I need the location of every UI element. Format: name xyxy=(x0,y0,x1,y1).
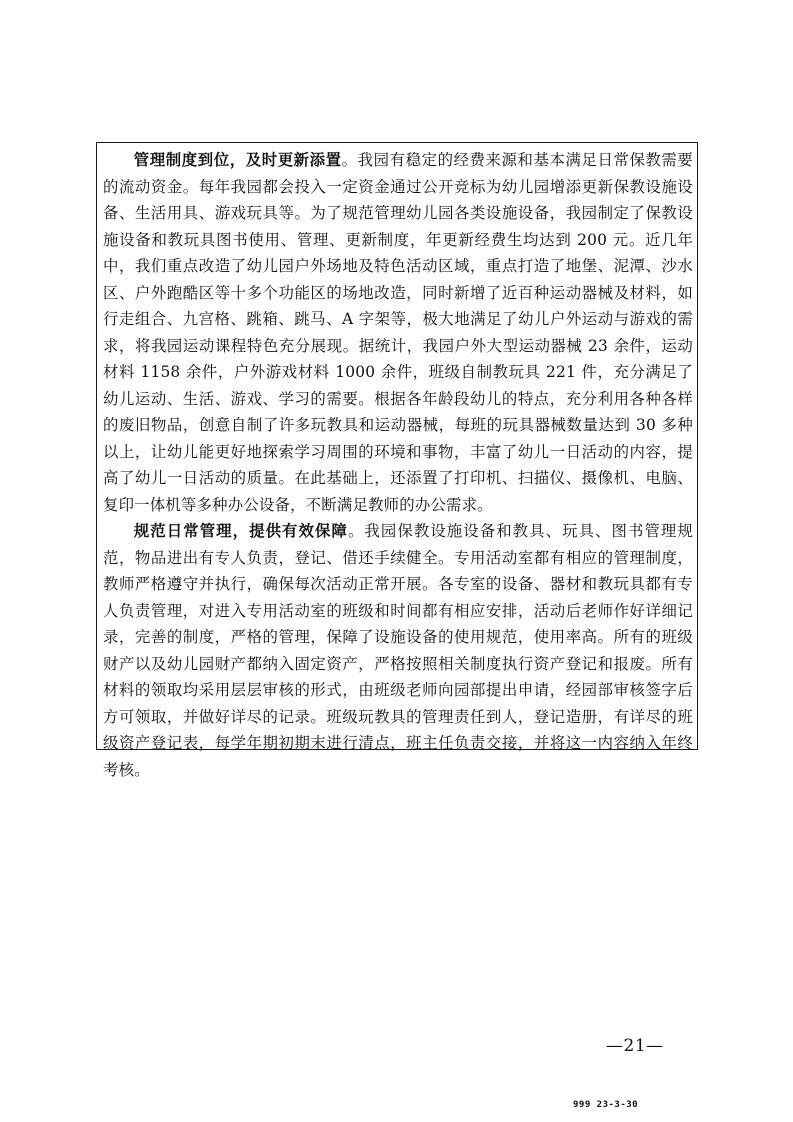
page-number: —21— xyxy=(606,1036,664,1056)
content-box xyxy=(96,142,698,779)
paragraph-management-system xyxy=(103,147,693,518)
print-stamp: 999 23-3-30 xyxy=(573,1100,639,1110)
paragraph-heading-daily-management: 规范日常管理，提供有效保障 xyxy=(133,522,348,540)
paragraph-heading-management-system: 管理制度到位，及时更新添置 xyxy=(133,151,342,169)
paragraph-body-management-system: 。我园有稳定的经费来源和基本满足日常保教需要的流动资金。每年我园都会投入一定资金通过公开竞标为幼儿园增添更新保教设施设备、生活用具、游戏玩具等。为了规范管理幼儿园各类设施设备，我园制定了保教设施设备和教玩具图书使用、管理、更新制度，年更新经费生均达到 200 元。近几年中，我们重点改造了幼儿园户外场地及特色活动区域，重点打造了地堡、泥潭、沙水区、户外跑酷区等十多个功能区的场地改造，同时新增了近百种运动器械及材料，如行走组合、九宫格、跳箱、跳马、A 字架等，极大地满足了幼儿户外运动与游戏的需求，将我园运动课程特色充分展现。据统计，我园户外大型运动器械 23 余件，运动材料 1158 余件，户外游戏材料 1000 余件，班级自制教玩具 221 件，充分满足了幼儿运动、生活、游戏、学习的需要。根据各年龄段幼儿的特点，充分利用各种各样的废旧物品，创意自制了许多玩教具和运动器械，每班的玩具器械数量达到 30 多种以上，让幼儿能更好地探索学习周围的环境和事物，丰富了幼儿一日活动的内容，提高了幼儿一日活动的质量。在此基础上，还添置了打印机、扫描仪、摄像机、电脑、复印一体机等多种办公设备，不断满足教师的办公需求。 xyxy=(103,151,693,514)
paragraph-daily-management xyxy=(103,518,693,783)
paragraph-body-daily-management: 。我园保教设施设备和教具、玩具、图书管理规范，物品进出有专人负责，登记、借还手续健全。专用活动室都有相应的管理制度，教师严格遵守并执行，确保每次活动正常开展。各专室的设备、器材和教玩具都有专人负责管理，对进入专用活动室的班级和时间都有相应安排，活动后老师作好详细记录，完善的制度，严格的管理，保障了设施设备的使用规范，使用率高。所有的班级财产以及幼儿园财产都纳入固定资产，严格按照相关制度执行资产登记和报废。所有材料的领取均采用层层审核的形式，由班级老师向园部提出申请，经园部审核签字后方可领取，并做好详尽的记录。班级玩教具的管理责任到人，登记造册，有详尽的班级资产登记表，每学年期初期末进行清点，班主任负责交接，并将这一内容纳入年终考核。 xyxy=(103,522,693,779)
